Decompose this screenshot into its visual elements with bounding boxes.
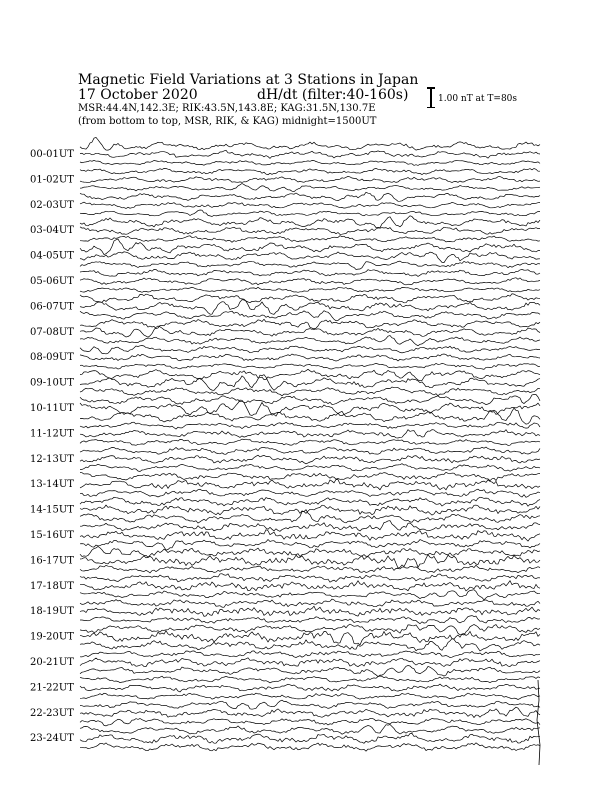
- trace-KAG: [80, 239, 540, 255]
- trace-MSR: [80, 639, 540, 651]
- hour-row-00-01UT: [30, 137, 540, 165]
- trace-RIK: [80, 300, 540, 315]
- trace-KAG: [80, 521, 540, 532]
- trace-RIK: [80, 176, 540, 182]
- hour-label: 14-15UT: [30, 504, 74, 516]
- hour-row-12-13UT: [30, 447, 540, 471]
- trace-MSR: [80, 210, 540, 217]
- trace-RIK: [80, 455, 540, 464]
- trace-MSR: [80, 160, 540, 165]
- trace-RIK: [80, 375, 540, 391]
- hour-label: 22-23UT: [30, 707, 74, 719]
- hour-row-02-03UT: [30, 192, 540, 216]
- trace-KAG: [80, 700, 540, 709]
- trace-KAG: [80, 497, 540, 506]
- trace-MSR: [80, 287, 540, 292]
- trace-KAG: [80, 395, 540, 405]
- hour-row-11-12UT: [30, 422, 540, 445]
- trace-RIK: [80, 707, 540, 717]
- trace-MSR: [80, 540, 540, 551]
- trace-RIK: [80, 227, 540, 235]
- hour-label: 13-14UT: [30, 479, 74, 491]
- trace-MSR: [80, 363, 540, 369]
- hour-label: 00-01UT: [30, 149, 74, 160]
- trace-MSR: [80, 510, 540, 523]
- hour-label: 09-10UT: [30, 377, 74, 389]
- trace-KAG: [80, 369, 540, 381]
- trace-MSR: [80, 408, 540, 424]
- trace-MSR: [80, 261, 540, 269]
- trace-RIK: [80, 530, 540, 541]
- hour-label: 11-12UT: [30, 428, 74, 440]
- trace-KAG: [80, 422, 540, 429]
- trace-KAG: [80, 269, 540, 276]
- trace-MSR: [80, 565, 540, 573]
- trace-RIK: [80, 278, 540, 285]
- trace-MSR: [80, 590, 540, 600]
- hour-row-23-24UT: [30, 725, 540, 752]
- trace-KAG: [80, 319, 540, 329]
- hour-label: 19-20UT: [30, 631, 74, 643]
- trace-KAG: [80, 294, 540, 303]
- trace-MSR: [80, 387, 540, 396]
- trace-KAG: [80, 651, 540, 658]
- hour-label: 06-07UT: [30, 301, 74, 313]
- hour-row-21-22UT: [30, 676, 540, 700]
- trace-RIK: [80, 150, 540, 158]
- trace-MSR: [80, 489, 540, 497]
- trace-RIK: [80, 354, 540, 361]
- hour-row-13-14UT: [30, 472, 540, 497]
- hour-label: 07-08UT: [30, 326, 74, 338]
- trace-KAG: [80, 137, 540, 150]
- trace-KAG: [80, 472, 540, 480]
- hour-label: 17-18UT: [30, 580, 74, 592]
- trace-MSR: [80, 616, 540, 624]
- hour-row-19-20UT: [30, 624, 540, 651]
- trace-MSR: [80, 693, 540, 699]
- hour-row-15-16UT: [30, 521, 540, 551]
- trace-MSR: [80, 743, 540, 751]
- trace-RIK: [80, 684, 540, 692]
- hour-row-08-09UT: [30, 346, 540, 370]
- trace-MSR: [80, 439, 540, 445]
- hour-row-04-05UT: [30, 239, 540, 269]
- hour-label: 20-21UT: [30, 657, 74, 668]
- trace-MSR: [80, 464, 540, 472]
- hour-row-07-08UT: [30, 319, 540, 345]
- hour-row-22-23UT: [30, 700, 540, 726]
- trace-RIK: [80, 581, 540, 591]
- hour-label: 10-11UT: [30, 403, 74, 414]
- hour-row-16-17UT: [30, 547, 540, 573]
- trace-RIK: [80, 202, 540, 208]
- hour-label: 21-22UT: [30, 682, 74, 694]
- hour-row-10-11UT: [30, 395, 540, 425]
- hour-row-05-06UT: [30, 269, 540, 292]
- hour-row-03-04UT: [30, 216, 540, 243]
- hour-label: 02-03UT: [30, 199, 74, 211]
- scale-label: 1.00 nT at T=80s: [438, 94, 518, 104]
- trace-KAG: [80, 447, 540, 454]
- hour-row-06-07UT: [30, 294, 540, 321]
- trace-MSR: [80, 718, 540, 726]
- hour-label: 05-06UT: [30, 276, 74, 287]
- trace-MSR: [80, 311, 540, 321]
- station-coordinates: MSR:44.4N,142.3E; RIK:43.5N,143.8E; KAG:31.5N,130.7E: [78, 103, 376, 114]
- trace-KAG: [80, 676, 540, 683]
- trace-RIK: [80, 480, 540, 490]
- trace-KAG: [80, 168, 540, 174]
- trace-MSR: [80, 184, 540, 192]
- trace-RIK: [80, 733, 540, 743]
- trace-MSR: [80, 236, 540, 243]
- hour-label: 12-13UT: [30, 453, 74, 465]
- trace-RIK: [80, 252, 540, 263]
- trace-RIK: [80, 326, 540, 337]
- hour-label: 18-19UT: [30, 606, 74, 618]
- trace-KAG: [80, 574, 540, 583]
- trace-KAG: [80, 192, 540, 201]
- hour-label: 15-16UT: [30, 530, 74, 541]
- hour-label: 16-17UT: [30, 555, 74, 567]
- trace-KAG: [80, 216, 540, 228]
- trace-KAG: [80, 346, 540, 354]
- chart-date: 17 October 2020: [78, 87, 198, 103]
- hour-label: 04-05UT: [30, 250, 74, 262]
- hour-label: 03-04UT: [30, 225, 74, 237]
- hour-row-17-18UT: [30, 574, 540, 600]
- trace-RIK: [80, 505, 540, 515]
- trace-KAG: [80, 599, 540, 607]
- hour-row-01-02UT: [30, 168, 540, 191]
- chart-title: Magnetic Field Variations at 3 Stations in Japan: [78, 72, 419, 88]
- hour-row-14-15UT: [30, 497, 540, 523]
- trace-MSR: [80, 666, 540, 677]
- hour-label: 08-09UT: [30, 352, 74, 364]
- trace-KAG: [80, 725, 540, 735]
- hour-row-18-19UT: [30, 599, 540, 624]
- trace-RIK: [80, 430, 540, 438]
- hour-label: 01-02UT: [30, 174, 74, 186]
- chart-filter: dH/dt (filter:40-160s): [257, 87, 409, 103]
- trace-RIK: [80, 658, 540, 667]
- hour-label: 23-24UT: [30, 733, 74, 745]
- station-order-note: (from bottom to top, MSR, RIK, & KAG) midnight=1500UT: [78, 116, 377, 127]
- hour-row-20-21UT: [30, 651, 540, 677]
- trace-RIK: [80, 606, 540, 616]
- trace-RIK: [80, 400, 540, 416]
- hour-row-09-10UT: [30, 369, 540, 396]
- trace-MSR: [80, 336, 540, 346]
